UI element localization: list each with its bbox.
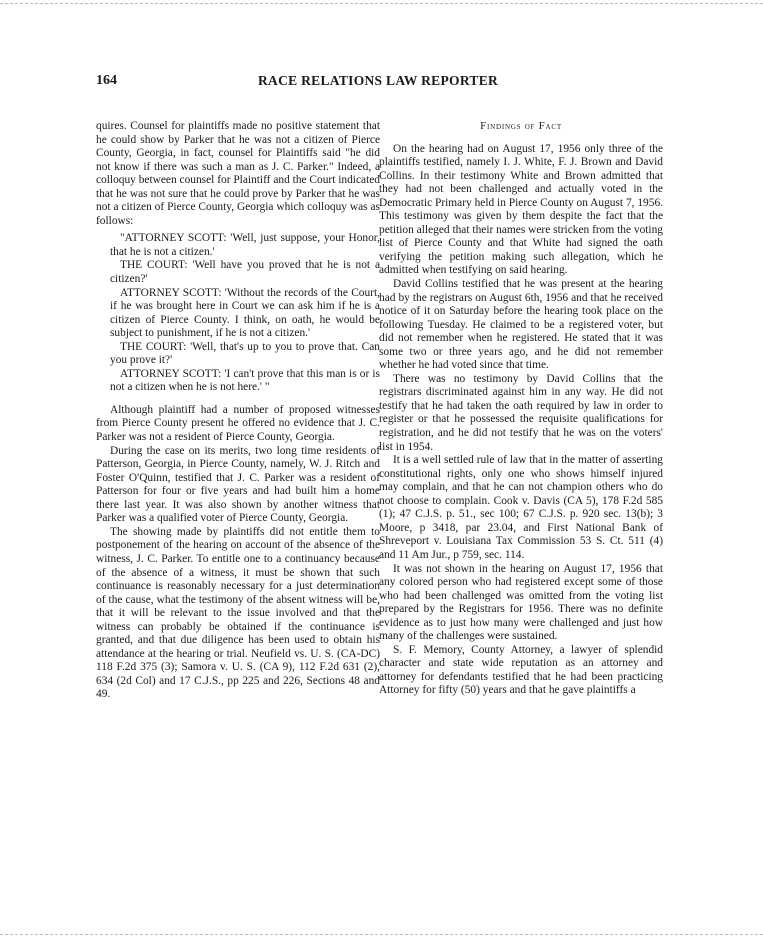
left-column	[96, 120, 380, 702]
right-column	[379, 120, 663, 698]
bottom-edge-rule	[0, 934, 763, 935]
paragraph: S. F. Memory, County Attorney, a lawyer of splendid character and state wide reputation as an attorney and attorney for defendants testified that he had been practicing Attorney for fifty (50) years and that he gave plaintiffs a	[379, 643, 663, 697]
paragraph: David Collins testified that he was present at the hearing had by the registrars on August 6th, 1956 and that he received notice of it on Saturday before the hearing took place on the following Tuesday. He claimed to be a registered voter, but did not remember when he registered. He stated that it was some two or three years ago, and he did not remember whether he had voted since that time.	[379, 278, 663, 372]
paragraph: quires. Counsel for plaintiffs made no positive statement that he could show by Parker that he was not a citizen of Pierce County, Georgia, in fact, counsel for Plaintiffs said "he did not know if there was such a man as J. C. Parker." Indeed, a colloquy between counsel for Plaintiff and the Court indicated that he was not sure that he could prove by Parker that he was not a citizen of Pierce County, Georgia which colloquy was as follows:	[96, 120, 380, 227]
paragraph: During the case on its merits, two long time residents of Patterson, Georgia, in Pierce County, namely, W. J. Ritch and Foster O'Quinn, testified that J. C. Parker was a resident of Patterson for four or five years and had built him a home there last year. It was also shown by another witness that Parker was a qualified voter of Pierce County, Georgia.	[96, 444, 380, 525]
paragraph: The showing made by plaintiffs did not entitle them to postponement of the hearing on account of the absence of the witness, J. C. Parker. To entitle one to a continuancy because of the absence of a witness, it must be shown that such continuance is reasonably necessary for a just determination of the cause, what the testimony of the absent witness will be, that it will be relevant to the issue involved and that the witness can probably be obtained if the continuance is granted, and that due diligence has been used to obtain his attendance at the hearing or trial. Neufield vs. U. S. (CA-DC) 118 F.2d 375 (3); Samora v. U. S. (CA 9), 112 F.2d 631 (2), 634 (2d Col) and 17 C.J.S., pp 225 and 226, Sections 48 and 49.	[96, 525, 380, 701]
paragraph: On the hearing had on August 17, 1956 only three of the plaintiffs testified, namely I. J. White, F. J. Brown and David Collins. In their testimony White and Brown admitted that they had not been challenged and actually voted in the Democratic Primary held in Pierce County on August 7, 1956. This testimony was given by them despite the fact that the petition alleged that their names were stricken from the voting list of Pierce County and that White had signed the oath verifying the petition making such allegation, which he admitted when testifying on said hearing.	[379, 142, 663, 277]
quote-line: ATTORNEY SCOTT: 'I can't prove that this man is or is not a citizen when he is not here.' "	[110, 367, 380, 394]
paragraph: There was no testimony by David Collins that the registrars discriminated against him in any way. He did not testify that he had taken the oath required by law in order to register or that he possessed the requisite qualifications for registration, and he did not testify that he was on the voters' list in 1954.	[379, 372, 663, 453]
quote-line: ATTORNEY SCOTT: 'Without the records of the Court, if he was brought here in Court we can ask him if he is a citizen of Pierce County. I think, on oath, he would be subject to punishment, if he is not a citizen.'	[110, 286, 380, 340]
quote-line: THE COURT: 'Well, that's up to you to prove that. Can you prove it?'	[110, 340, 380, 367]
journal-title: RACE RELATIONS LAW REPORTER	[258, 73, 499, 88]
paragraph: Although plaintiff had a number of proposed witnesses from Pierce County present he offered no evidence that J. C. Parker was not a resident of Pierce County, Georgia.	[96, 403, 380, 444]
paragraph: It is a well settled rule of law that in the matter of asserting constitutional rights, only one who shows himself injured may complain, and that he can not champion others who do not choose to complain. Cook v. Davis (CA 5), 178 F.2d 585 (1); 47 C.J.S. p. 51., sec 100; 67 C.J.S. p. 920 sec. 13(b); 3 Moore, p 3418, par 23.04, and First National Bank of Shreveport v. Louisiana Tax Commission 53 S. Ct. 511 (4) and 11 Am Jur., p 759, sec. 114.	[379, 454, 663, 561]
running-head	[96, 73, 666, 91]
section-heading: Findings of Fact	[480, 120, 562, 132]
colloquy-quote	[96, 232, 380, 395]
quote-line: "ATTORNEY SCOTT: 'Well, just suppose, your Honor, that he is not a citizen.'	[110, 232, 380, 258]
quote-line: THE COURT: 'Well have you proved that he is not a citizen?'	[110, 259, 380, 286]
top-edge-rule	[0, 3, 763, 4]
page-number: 164	[96, 73, 117, 88]
paragraph: It was not shown in the hearing on August 17, 1956 that any colored person who had registered except some of those who had been challenged was omitted from the voting list prepared by the Registrars for 1956. There was no definite evidence as to just how many were challenged and just how many of the challenges were sustained.	[379, 562, 663, 643]
